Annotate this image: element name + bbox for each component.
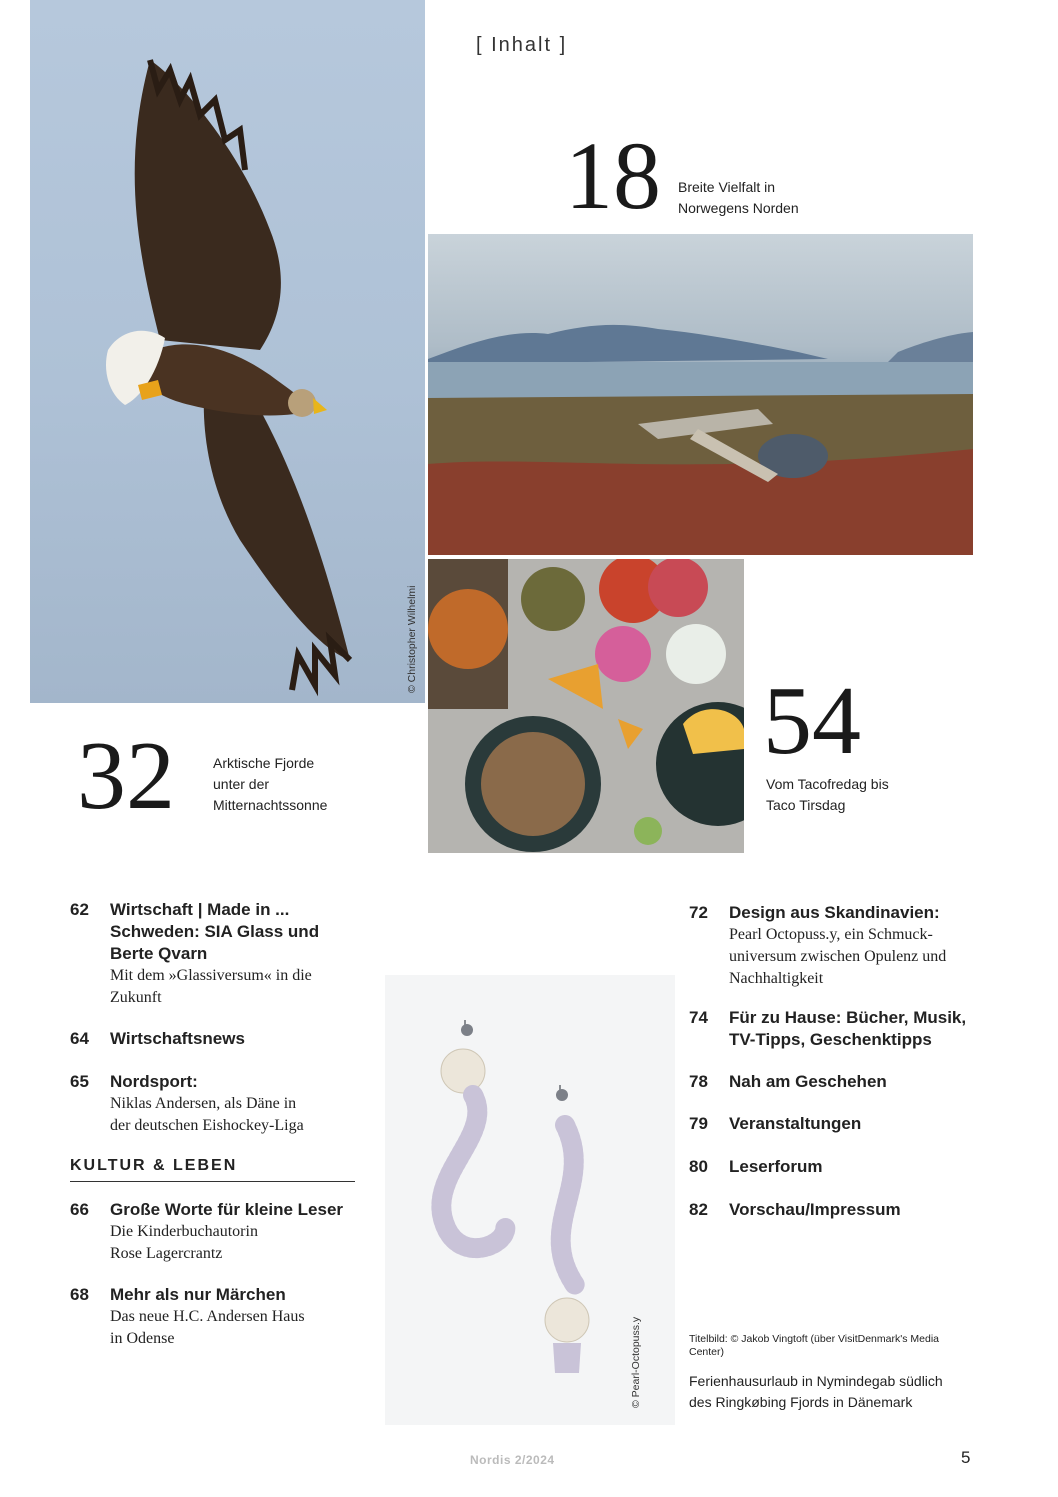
toc-page-68: 68 <box>70 1285 89 1304</box>
earrings-photo-credit: © Pearl-Octopuss.y <box>630 1316 642 1408</box>
toc-title-65: Nordsport: <box>110 1072 198 1091</box>
toc-page-64: 64 <box>70 1029 89 1048</box>
magazine-issue: Nordis 2/2024 <box>470 1453 555 1467</box>
toc-page-78: 78 <box>689 1072 708 1091</box>
toc-title-66: Große Worte für kleine Leser <box>110 1200 344 1219</box>
feature-title-32 <box>213 753 327 816</box>
toc-title-72: Design aus Skandinavien: <box>729 903 940 922</box>
feature-number-18: 18 <box>565 122 661 229</box>
cover-caption <box>689 1371 979 1413</box>
feature-18-line-1: Breite Vielfalt in <box>678 179 776 195</box>
earrings-photo <box>385 975 675 1425</box>
toc-page-80: 80 <box>689 1157 708 1176</box>
cover-caption-line-2: des Ringkøbing Fjords in Dänemark <box>689 1394 913 1410</box>
cover-photo-credit: Titelbild: © Jakob Vingtoft (über VisitDenmark's Media Center) <box>689 1333 939 1358</box>
fjord-illustration <box>428 234 973 555</box>
toc-page-82: 82 <box>689 1200 708 1219</box>
feature-number-54: 54 <box>763 667 861 775</box>
toc-subtitle-66: Die Kinderbuchautorin Rose Lagercrantz <box>110 1223 258 1262</box>
toc-title-68: Mehr als nur Märchen <box>110 1285 286 1304</box>
toc-subtitle-62: Mit dem »Glassiversum« in die Zukunft <box>110 967 312 1006</box>
feature-18-line-2: Norwegens Norden <box>678 200 799 216</box>
feature-32-line-2: unter der <box>213 776 270 792</box>
toc-page-74: 74 <box>689 1008 708 1027</box>
feature-54-line-2: Taco Tirsdag <box>766 797 846 813</box>
toc-title-80: Leserforum <box>729 1157 823 1176</box>
toc-title-74: Für zu Hause: Bücher, Musik, TV-Tipps, Geschenktipps <box>729 1008 967 1049</box>
feature-title-54 <box>766 774 889 816</box>
feature-32-line-1: Arktische Fjorde <box>213 755 315 771</box>
eagle-photo <box>30 0 425 703</box>
toc-title-82: Vorschau/Impressum <box>729 1200 901 1219</box>
fjord-photo <box>428 234 973 555</box>
toc-title-78: Nah am Geschehen <box>729 1072 887 1091</box>
eagle-photo-credit: © Christopher Wilhelmi <box>406 585 418 693</box>
feature-54-line-1: Vom Tacofredag bis <box>766 776 889 792</box>
toc-subtitle-65: Niklas Andersen, als Däne in der deutschen Eishockey-Liga <box>110 1095 304 1134</box>
toc-title-62: Wirtschaft | Made in ... Schweden: SIA Glass und Berte Qvarn <box>110 900 320 963</box>
toc-page-72: 72 <box>689 903 708 922</box>
toc-page-79: 79 <box>689 1114 708 1133</box>
toc-page-66: 66 <box>70 1200 89 1219</box>
eagle-illustration <box>30 0 425 703</box>
toc-subtitle-68: Das neue H.C. Andersen Haus in Odense <box>110 1308 305 1347</box>
toc-title-79: Veranstaltungen <box>729 1114 862 1133</box>
page-number: 5 <box>961 1448 971 1467</box>
feature-32-line-3: Mitternachtssonne <box>213 797 328 813</box>
toc-subtitle-72: Pearl Octopuss.y, ein Schmuck- universum zwischen Opulenz und Nachhaltigkeit <box>729 926 947 987</box>
toc-title-64: Wirtschaftsnews <box>110 1029 245 1048</box>
taco-illustration <box>428 559 744 853</box>
cover-caption-line-1: Ferienhausurlaub in Nymindegab südlich <box>689 1373 943 1389</box>
taco-photo <box>428 559 744 853</box>
feature-title-18 <box>678 177 799 219</box>
feature-number-32: 32 <box>77 722 175 830</box>
toc-page-65: 65 <box>70 1072 89 1091</box>
toc-page-62: 62 <box>70 900 89 919</box>
section-heading-kultur: KULTUR & LEBEN <box>70 1157 355 1182</box>
contents-label: [ Inhalt ] <box>476 34 568 56</box>
